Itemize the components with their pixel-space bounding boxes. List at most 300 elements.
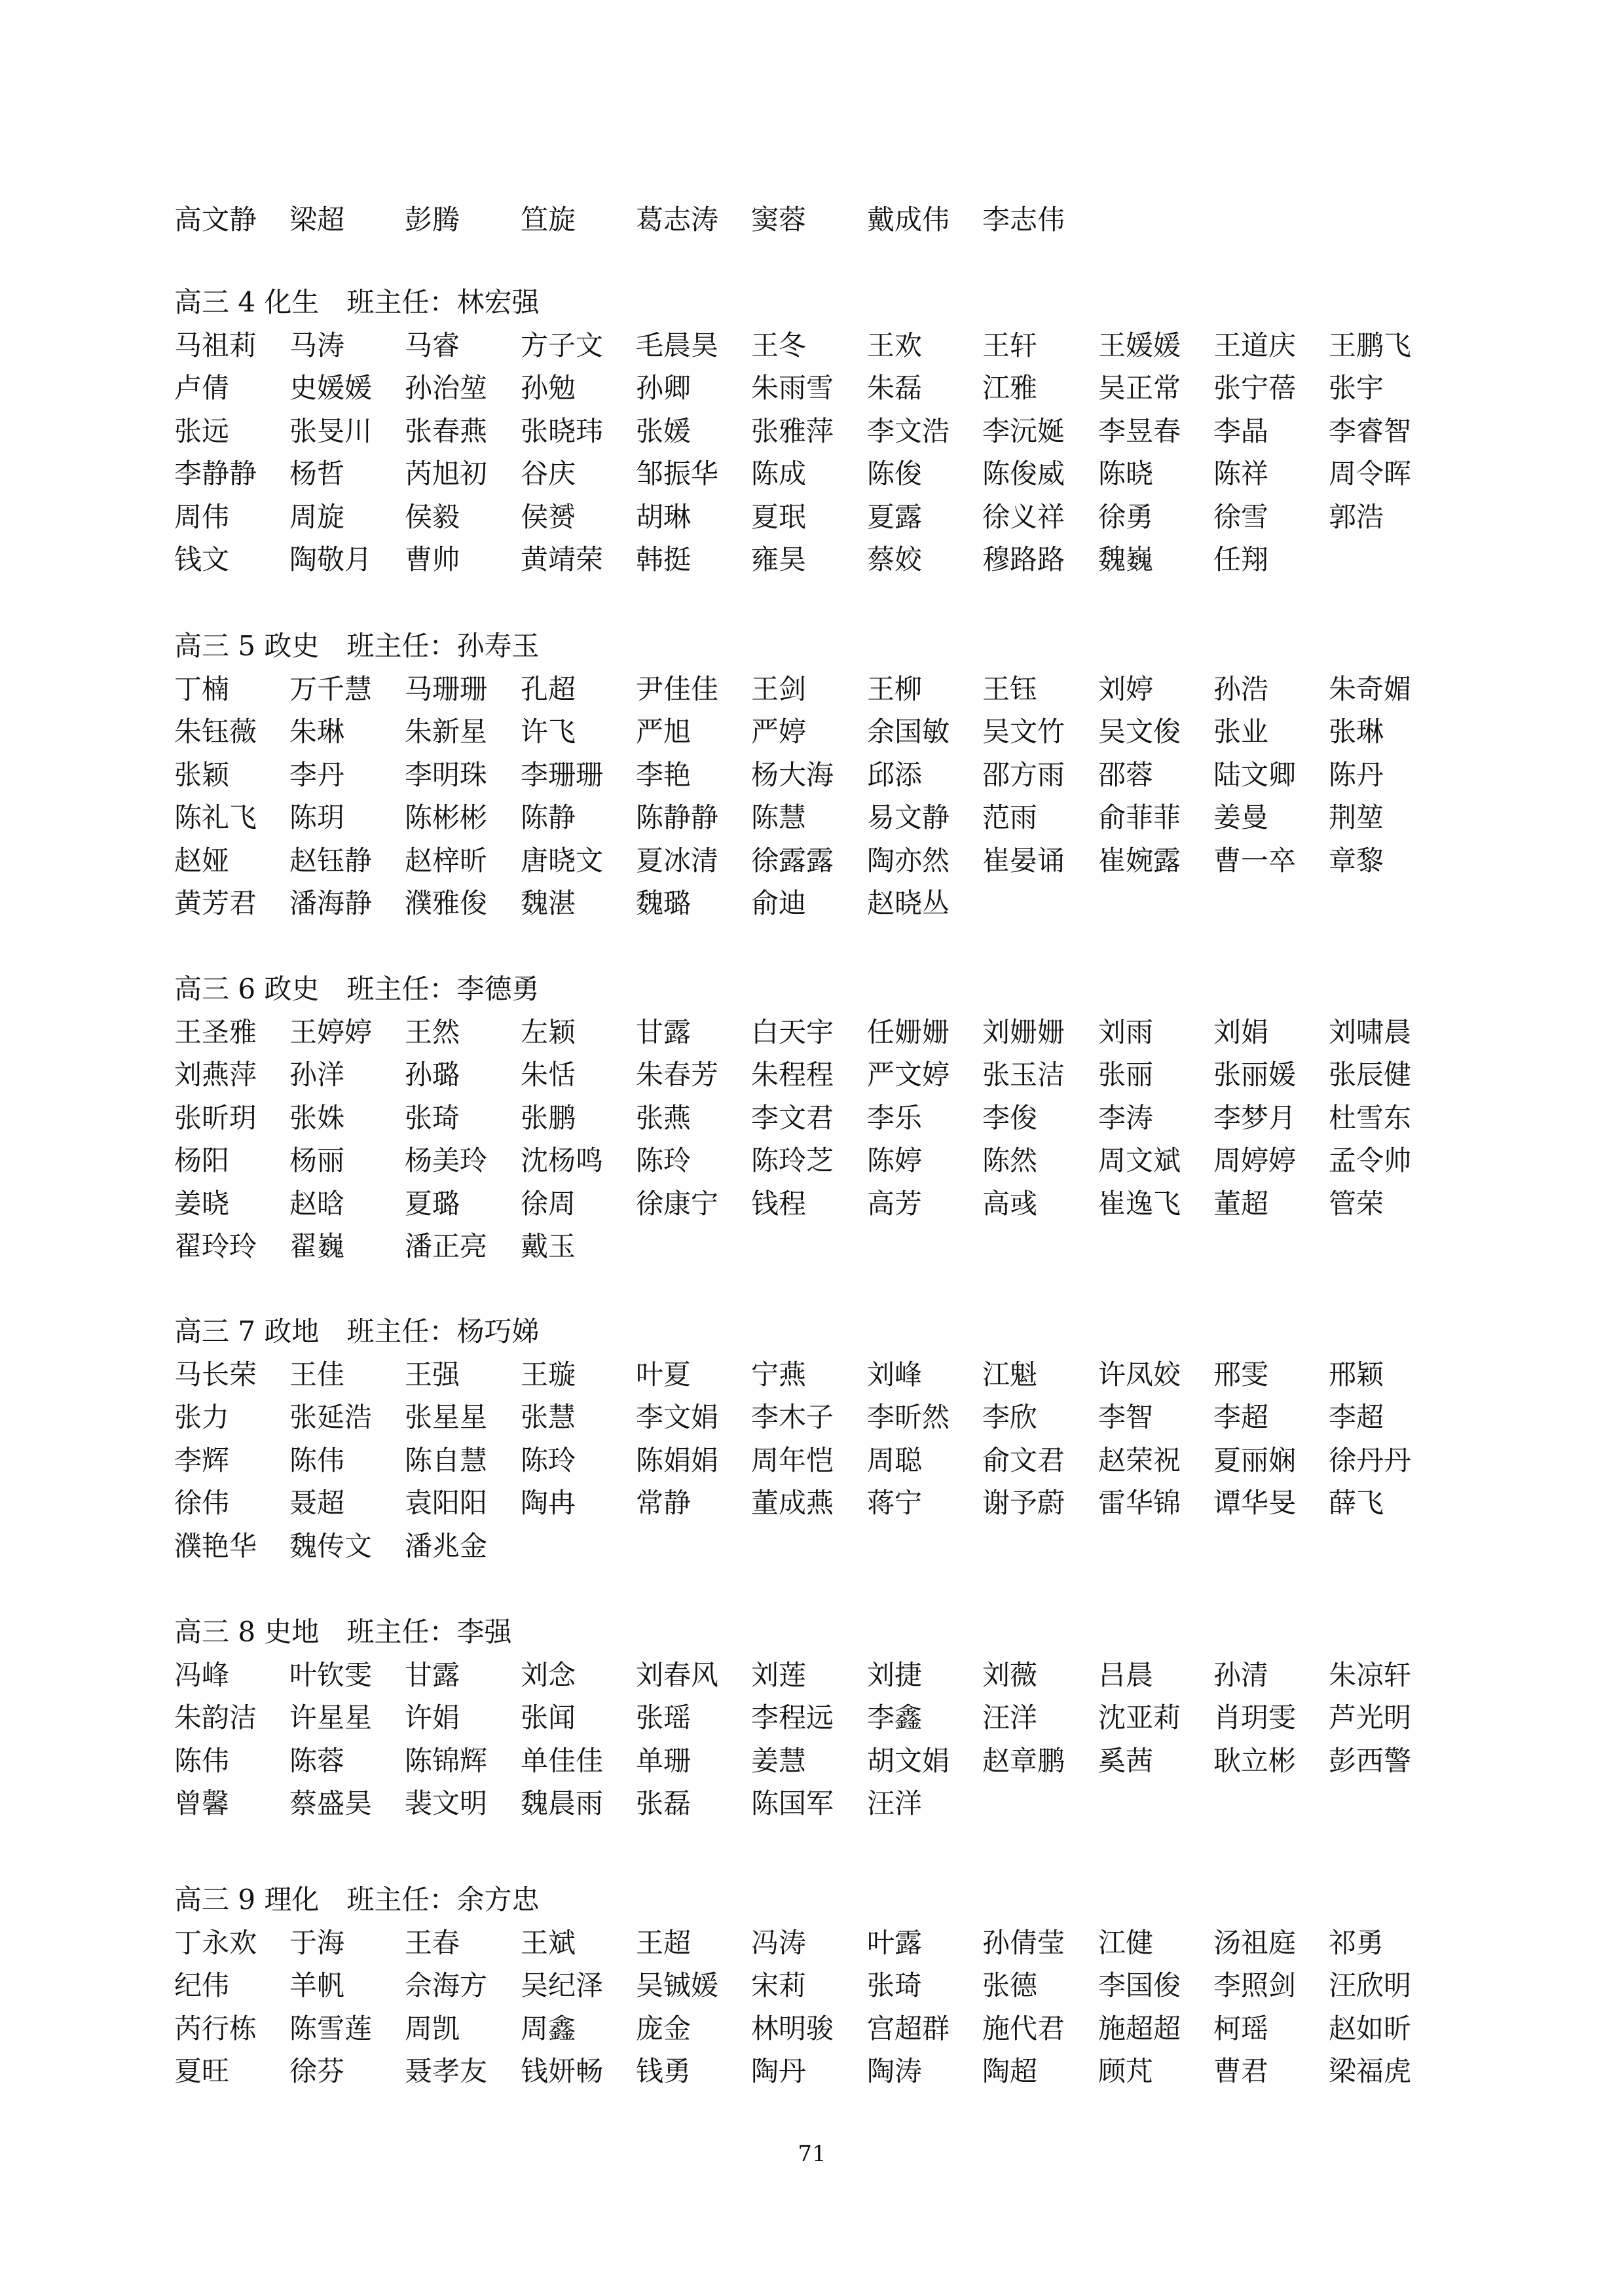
- student-name: 于海: [289, 1926, 345, 1959]
- student-name: 江魁: [982, 1358, 1038, 1391]
- student-name: 周旋: [289, 500, 345, 533]
- class-heading: [174, 1613, 511, 1654]
- student-name: 李文君: [751, 1101, 834, 1134]
- student-name: 张鹏: [521, 1101, 576, 1134]
- student-name: 杜雪东: [1329, 1101, 1412, 1134]
- student-name: 尹佳佳: [636, 672, 719, 705]
- student-name: 徐丹丹: [1329, 1444, 1412, 1476]
- student-name: 李昕然: [867, 1401, 950, 1433]
- student-name: 赵钰静: [289, 844, 373, 877]
- student-name: 曹帅: [405, 543, 460, 575]
- student-name: 姜慧: [751, 1744, 807, 1777]
- student-name: 陈伟: [289, 1444, 345, 1476]
- student-name: 宋莉: [751, 1969, 807, 2001]
- student-name: 王欢: [867, 329, 923, 361]
- student-name: 朱凉轩: [1329, 1658, 1412, 1691]
- student-name: 朱韵洁: [174, 1702, 257, 1734]
- student-name: 钱勇: [636, 2055, 692, 2087]
- student-name: 马珊珊: [405, 672, 488, 705]
- student-name: 王媛媛: [1098, 329, 1181, 361]
- class-heading: [174, 1880, 539, 1922]
- student-name: 顾芃: [1098, 2055, 1154, 2087]
- student-name: 陈祥: [1213, 458, 1269, 490]
- student-name: 张辰健: [1329, 1059, 1412, 1091]
- student-name: 李丹: [289, 758, 345, 791]
- student-name: 史媛媛: [289, 372, 373, 404]
- student-name: 穆路路: [982, 543, 1065, 575]
- student-name: 翟巍: [289, 1230, 345, 1262]
- student-name: 李程远: [751, 1702, 834, 1734]
- student-name: 李俊: [982, 1101, 1038, 1134]
- student-name: 胡文娟: [867, 1744, 950, 1777]
- student-name: 甘露: [636, 1015, 692, 1048]
- student-name: 陈俊: [867, 458, 923, 490]
- student-name: 周令晖: [1329, 458, 1412, 490]
- student-name: 朱雨雪: [751, 372, 834, 404]
- student-name: 张力: [174, 1401, 230, 1433]
- student-name: 夏珉: [751, 500, 807, 533]
- student-name: 张闻: [521, 1702, 576, 1734]
- student-name: 唐晓文: [521, 844, 604, 877]
- student-name: 崔逸飞: [1098, 1187, 1181, 1220]
- student-name: 陈丹: [1329, 758, 1384, 791]
- student-name: 汪洋: [982, 1702, 1038, 1734]
- student-name: 高彧: [982, 1187, 1038, 1220]
- class-label: 高三 5 政史: [174, 630, 320, 662]
- student-name: 孙浩: [1213, 672, 1269, 705]
- student-name: 张琦: [867, 1969, 923, 2001]
- student-name: 邢颖: [1329, 1358, 1384, 1391]
- student-name: 许飞: [521, 716, 576, 748]
- student-name: 杨哲: [289, 458, 345, 490]
- student-name: 陈国军: [751, 1787, 834, 1819]
- student-name: 邵方雨: [982, 758, 1065, 791]
- student-name: 李照剑: [1213, 1969, 1297, 2001]
- student-name: 刘莲: [751, 1658, 807, 1691]
- student-name: 方子文: [521, 329, 604, 361]
- student-name: 魏巍: [1098, 543, 1154, 575]
- student-name: 姜曼: [1213, 801, 1269, 833]
- student-name: 赵梓昕: [405, 844, 488, 877]
- student-name: 陈晓: [1098, 458, 1154, 490]
- student-name: 朱奇媚: [1329, 672, 1412, 705]
- student-name: 张姝: [289, 1101, 345, 1134]
- student-name: 刘峰: [867, 1358, 923, 1391]
- student-name: 周年恺: [751, 1444, 834, 1476]
- student-name: 朱钰薇: [174, 716, 257, 748]
- student-name: 严文婷: [867, 1059, 950, 1091]
- student-name: 黄芳君: [174, 887, 257, 919]
- student-name: 崔晏诵: [982, 844, 1065, 877]
- student-name: 潘海静: [289, 887, 373, 919]
- student-name: 施代君: [982, 2012, 1065, 2045]
- student-name: 陶亦然: [867, 844, 950, 877]
- student-name: 潘兆金: [405, 1529, 488, 1562]
- student-name: 宁燕: [751, 1358, 807, 1391]
- student-name: 张春燕: [405, 414, 488, 447]
- student-name: 柯瑶: [1213, 2012, 1269, 2045]
- student-name: 朱程程: [751, 1059, 834, 1091]
- student-name: 吕晨: [1098, 1658, 1154, 1691]
- student-name: 张琦: [405, 1101, 460, 1134]
- student-name: 徐勇: [1098, 500, 1154, 533]
- student-name: 陈娟娟: [636, 1444, 719, 1476]
- student-name: 王轩: [982, 329, 1038, 361]
- student-name: 陈雪莲: [289, 2012, 373, 2045]
- student-name: 徐义祥: [982, 500, 1065, 533]
- student-name: 孙倩莹: [982, 1926, 1065, 1959]
- student-name: 王圣雅: [174, 1015, 257, 1048]
- student-name: 羊帆: [289, 1969, 345, 2001]
- student-name: 夏露: [867, 500, 923, 533]
- student-name: 王冬: [751, 329, 807, 361]
- student-name: 彭西警: [1329, 1744, 1412, 1777]
- student-name: 王强: [405, 1358, 460, 1391]
- student-name: 张延浩: [289, 1401, 373, 1433]
- student-name: 魏传文: [289, 1529, 373, 1562]
- student-name: 谢予蔚: [982, 1487, 1065, 1519]
- student-name: 陶冉: [521, 1487, 576, 1519]
- student-name: 严旭: [636, 716, 692, 748]
- student-name: 杨丽: [289, 1144, 345, 1176]
- student-name: 刘薇: [982, 1658, 1038, 1691]
- head-teacher: 班主任：李强: [346, 1616, 512, 1648]
- student-name: 蔡姣: [867, 543, 923, 575]
- student-name: 曾馨: [174, 1787, 230, 1819]
- student-name: 张宁蓓: [1213, 372, 1297, 404]
- student-name: 芮行栋: [174, 2012, 257, 2045]
- student-name: 陈玲: [521, 1444, 576, 1476]
- student-name: 耿立彬: [1213, 1744, 1297, 1777]
- student-name: 李志伟: [982, 204, 1065, 236]
- student-name: 沈亚莉: [1098, 1702, 1181, 1734]
- student-name: 陈慧: [751, 801, 807, 833]
- student-name: 王佳: [289, 1358, 345, 1391]
- student-name: 魏璐: [636, 887, 692, 919]
- student-name: 蔡盛昊: [289, 1787, 373, 1819]
- student-name: 佘海方: [405, 1969, 488, 2001]
- student-name: 李昱春: [1098, 414, 1181, 447]
- student-name: 施超超: [1098, 2012, 1181, 2045]
- student-name: 薛飞: [1329, 1487, 1384, 1519]
- student-name: 李国俊: [1098, 1969, 1181, 2001]
- student-name: 彭腾: [405, 204, 460, 236]
- student-name: 朱新星: [405, 716, 488, 748]
- head-teacher: 班主任：余方忠: [346, 1884, 540, 1916]
- student-name: 陶涛: [867, 2055, 923, 2087]
- student-name: 宫超群: [867, 2012, 950, 2045]
- student-name: 余国敏: [867, 716, 950, 748]
- student-name: 陈然: [982, 1144, 1038, 1176]
- student-name: 钱文: [174, 543, 230, 575]
- student-name: 王斌: [521, 1926, 576, 1959]
- student-name: 张瑶: [636, 1702, 692, 1734]
- class-heading: [174, 1312, 539, 1354]
- student-name: 王道庆: [1213, 329, 1297, 361]
- student-name: 孔超: [521, 672, 576, 705]
- student-name: 马祖莉: [174, 329, 257, 361]
- student-name: 赵如昕: [1329, 2012, 1412, 2045]
- student-name: 高文静: [174, 204, 257, 236]
- student-name: 黄靖荣: [521, 543, 604, 575]
- student-name: 葛志涛: [636, 204, 719, 236]
- student-name: 陶丹: [751, 2055, 807, 2087]
- student-name: 毛晨昊: [636, 329, 719, 361]
- student-name: 李静静: [174, 458, 257, 490]
- student-name: 吴纪泽: [521, 1969, 604, 2001]
- student-name: 笪旋: [521, 204, 576, 236]
- student-name: 张昕玥: [174, 1101, 257, 1134]
- student-name: 韩挺: [636, 543, 692, 575]
- student-name: 刘啸晨: [1329, 1015, 1412, 1048]
- student-name: 孟令帅: [1329, 1144, 1412, 1176]
- student-name: 汪洋: [867, 1787, 923, 1819]
- student-name: 雷华锦: [1098, 1487, 1181, 1519]
- student-name: 赵荣祝: [1098, 1444, 1181, 1476]
- student-name: 陈礼飞: [174, 801, 257, 833]
- student-name: 芮旭初: [405, 458, 488, 490]
- student-name: 陆文卿: [1213, 758, 1297, 791]
- student-name: 林明骏: [751, 2012, 834, 2045]
- student-name: 张丽: [1098, 1059, 1154, 1091]
- student-name: 郭浩: [1329, 500, 1384, 533]
- student-name: 李珊珊: [521, 758, 604, 791]
- student-name: 王璇: [521, 1358, 576, 1391]
- student-name: 陈俊威: [982, 458, 1065, 490]
- student-name: 徐伟: [174, 1487, 230, 1519]
- class-label: 高三 7 政地: [174, 1315, 320, 1347]
- class-heading: [174, 283, 539, 325]
- student-name: 李智: [1098, 1401, 1154, 1433]
- student-name: 李辉: [174, 1444, 230, 1476]
- student-name: 戴玉: [521, 1230, 576, 1262]
- student-name: 张琳: [1329, 716, 1384, 748]
- class-label: 高三 6 政史: [174, 973, 320, 1005]
- student-name: 周聪: [867, 1444, 923, 1476]
- student-name: 张星星: [405, 1401, 488, 1433]
- student-name: 邹振华: [636, 458, 719, 490]
- class-label: 高三 9 理化: [174, 1884, 320, 1916]
- student-name: 周鑫: [521, 2012, 576, 2045]
- student-name: 陈静: [521, 801, 576, 833]
- student-name: 李梦月: [1213, 1101, 1297, 1134]
- student-name: 夏丽娴: [1213, 1444, 1297, 1476]
- student-name: 卢倩: [174, 372, 230, 404]
- student-name: 俞菲菲: [1098, 801, 1181, 833]
- student-name: 张燕: [636, 1101, 692, 1134]
- student-name: 丁楠: [174, 672, 230, 705]
- student-name: 董超: [1213, 1187, 1269, 1220]
- student-name: 张业: [1213, 716, 1269, 748]
- student-name: 裴文明: [405, 1787, 488, 1819]
- student-name: 聂超: [289, 1487, 345, 1519]
- student-name: 陈成: [751, 458, 807, 490]
- student-name: 魏湛: [521, 887, 576, 919]
- student-name: 赵娅: [174, 844, 230, 877]
- student-name: 陶超: [982, 2055, 1038, 2087]
- student-name: 易文静: [867, 801, 950, 833]
- student-name: 甘露: [405, 1658, 460, 1691]
- student-name: 夏冰清: [636, 844, 719, 877]
- student-name: 李乐: [867, 1101, 923, 1134]
- student-name: 单佳佳: [521, 1744, 604, 1777]
- student-name: 王然: [405, 1015, 460, 1048]
- student-name: 朱磊: [867, 372, 923, 404]
- student-name: 冯涛: [751, 1926, 807, 1959]
- student-name: 叶钦雯: [289, 1658, 373, 1691]
- student-name: 高芳: [867, 1187, 923, 1220]
- student-name: 左颖: [521, 1015, 576, 1048]
- student-name: 刘春风: [636, 1658, 719, 1691]
- student-name: 万千慧: [289, 672, 373, 705]
- student-name: 陈锦辉: [405, 1744, 488, 1777]
- student-name: 奚茜: [1098, 1744, 1154, 1777]
- student-name: 梁福虎: [1329, 2055, 1412, 2087]
- student-name: 王柳: [867, 672, 923, 705]
- student-name: 丁永欢: [174, 1926, 257, 1959]
- student-name: 冯峰: [174, 1658, 230, 1691]
- student-name: 马涛: [289, 329, 345, 361]
- student-name: 杨大海: [751, 758, 834, 791]
- student-name: 杨阳: [174, 1144, 230, 1176]
- student-name: 翟玲玲: [174, 1230, 257, 1262]
- student-name: 董成燕: [751, 1487, 834, 1519]
- student-name: 许星星: [289, 1702, 373, 1734]
- student-name: 夏璐: [405, 1187, 460, 1220]
- student-name: 王超: [636, 1926, 692, 1959]
- student-name: 张晓玮: [521, 414, 604, 447]
- student-name: 赵晓丛: [867, 887, 950, 919]
- student-name: 陈蓉: [289, 1744, 345, 1777]
- student-name: 叶夏: [636, 1358, 692, 1391]
- student-name: 徐周: [521, 1187, 576, 1220]
- student-name: 朱琳: [289, 716, 345, 748]
- student-name: 王婷婷: [289, 1015, 373, 1048]
- student-name: 李超: [1213, 1401, 1269, 1433]
- student-name: 吴文竹: [982, 716, 1065, 748]
- student-name: 纪伟: [174, 1969, 230, 2001]
- student-name: 杨美玲: [405, 1144, 488, 1176]
- student-name: 徐露露: [751, 844, 834, 877]
- student-name: 雍昊: [751, 543, 807, 575]
- student-name: 濮艳华: [174, 1529, 257, 1562]
- student-name: 李木子: [751, 1401, 834, 1433]
- student-name: 张德: [982, 1969, 1038, 2001]
- student-name: 吴文俊: [1098, 716, 1181, 748]
- student-name: 王剑: [751, 672, 807, 705]
- student-name: 曹一卒: [1213, 844, 1297, 877]
- student-name: 李文浩: [867, 414, 950, 447]
- class-label: 高三 8 史地: [174, 1616, 320, 1648]
- student-name: 侯赟: [521, 500, 576, 533]
- student-name: 李晶: [1213, 414, 1269, 447]
- student-name: 谭华旻: [1213, 1487, 1297, 1519]
- student-name: 刘燕萍: [174, 1059, 257, 1091]
- student-name: 张旻川: [289, 414, 373, 447]
- student-name: 曹君: [1213, 2055, 1269, 2087]
- student-name: 严婷: [751, 716, 807, 748]
- student-name: 李沅娫: [982, 414, 1065, 447]
- student-name: 孙治堃: [405, 372, 488, 404]
- student-name: 周文斌: [1098, 1144, 1181, 1176]
- student-name: 孙洋: [289, 1059, 345, 1091]
- head-teacher: 班主任：杨巧娣: [346, 1315, 540, 1347]
- student-name: 任翔: [1213, 543, 1269, 575]
- head-teacher: 班主任：林宏强: [346, 286, 540, 318]
- student-name: 王春: [405, 1926, 460, 1959]
- student-name: 汪欣明: [1329, 1969, 1412, 2001]
- student-name: 邱添: [867, 758, 923, 791]
- student-name: 王钰: [982, 672, 1038, 705]
- student-name: 陈婷: [867, 1144, 923, 1176]
- student-name: 许娟: [405, 1702, 460, 1734]
- student-name: 赵章鹏: [982, 1744, 1065, 1777]
- student-name: 陈玲: [636, 1144, 692, 1176]
- student-name: 赵晗: [289, 1187, 345, 1220]
- student-name: 陈彬彬: [405, 801, 488, 833]
- class-heading: [174, 970, 539, 1011]
- student-name: 陈玲芝: [751, 1144, 834, 1176]
- student-name: 俞迪: [751, 887, 807, 919]
- student-name: 袁阳阳: [405, 1487, 488, 1519]
- student-name: 徐芬: [289, 2055, 345, 2087]
- student-name: 任姗姗: [867, 1015, 950, 1048]
- student-name: 谷庆: [521, 458, 576, 490]
- student-name: 叶露: [867, 1926, 923, 1959]
- student-name: 戴成伟: [867, 204, 950, 236]
- student-name: 陈玥: [289, 801, 345, 833]
- student-name: 汤祖庭: [1213, 1926, 1297, 1959]
- student-name: 张媛: [636, 414, 692, 447]
- student-name: 马长荣: [174, 1358, 257, 1391]
- student-name: 刘念: [521, 1658, 576, 1691]
- student-name: 李欣: [982, 1401, 1038, 1433]
- student-name: 朱恬: [521, 1059, 576, 1091]
- student-name: 周伟: [174, 500, 230, 533]
- student-name: 马睿: [405, 329, 460, 361]
- student-name: 王鹏飞: [1329, 329, 1412, 361]
- student-name: 吴正常: [1098, 372, 1181, 404]
- student-name: 陈自慧: [405, 1444, 488, 1476]
- student-name: 聂孝友: [405, 2055, 488, 2087]
- student-name: 姜晓: [174, 1187, 230, 1220]
- student-name: 朱春芳: [636, 1059, 719, 1091]
- student-name: 李文娟: [636, 1401, 719, 1433]
- student-name: 范雨: [982, 801, 1038, 833]
- head-teacher: 班主任：孙寿玉: [346, 630, 540, 662]
- student-name: 刘雨: [1098, 1015, 1154, 1048]
- student-name: 张慧: [521, 1401, 576, 1433]
- student-name: 管荣: [1329, 1187, 1384, 1220]
- student-name: 白天宇: [751, 1015, 834, 1048]
- student-name: 邵蓉: [1098, 758, 1154, 791]
- student-name: 李明珠: [405, 758, 488, 791]
- student-name: 周凯: [405, 2012, 460, 2045]
- student-name: 俞文君: [982, 1444, 1065, 1476]
- student-name: 张雅萍: [751, 414, 834, 447]
- student-name: 张玉洁: [982, 1059, 1065, 1091]
- student-name: 潘正亮: [405, 1230, 488, 1262]
- student-name: 吴铖媛: [636, 1969, 719, 2001]
- student-name: 许凤姣: [1098, 1358, 1181, 1391]
- student-name: 孙璐: [405, 1059, 460, 1091]
- student-name: 邢雯: [1213, 1358, 1269, 1391]
- class-label: 高三 4 化生: [174, 286, 320, 318]
- student-name: 窦蓉: [751, 204, 807, 236]
- student-name: 芦光明: [1329, 1702, 1412, 1734]
- student-name: 刘姗姗: [982, 1015, 1065, 1048]
- student-name: 陈伟: [174, 1744, 230, 1777]
